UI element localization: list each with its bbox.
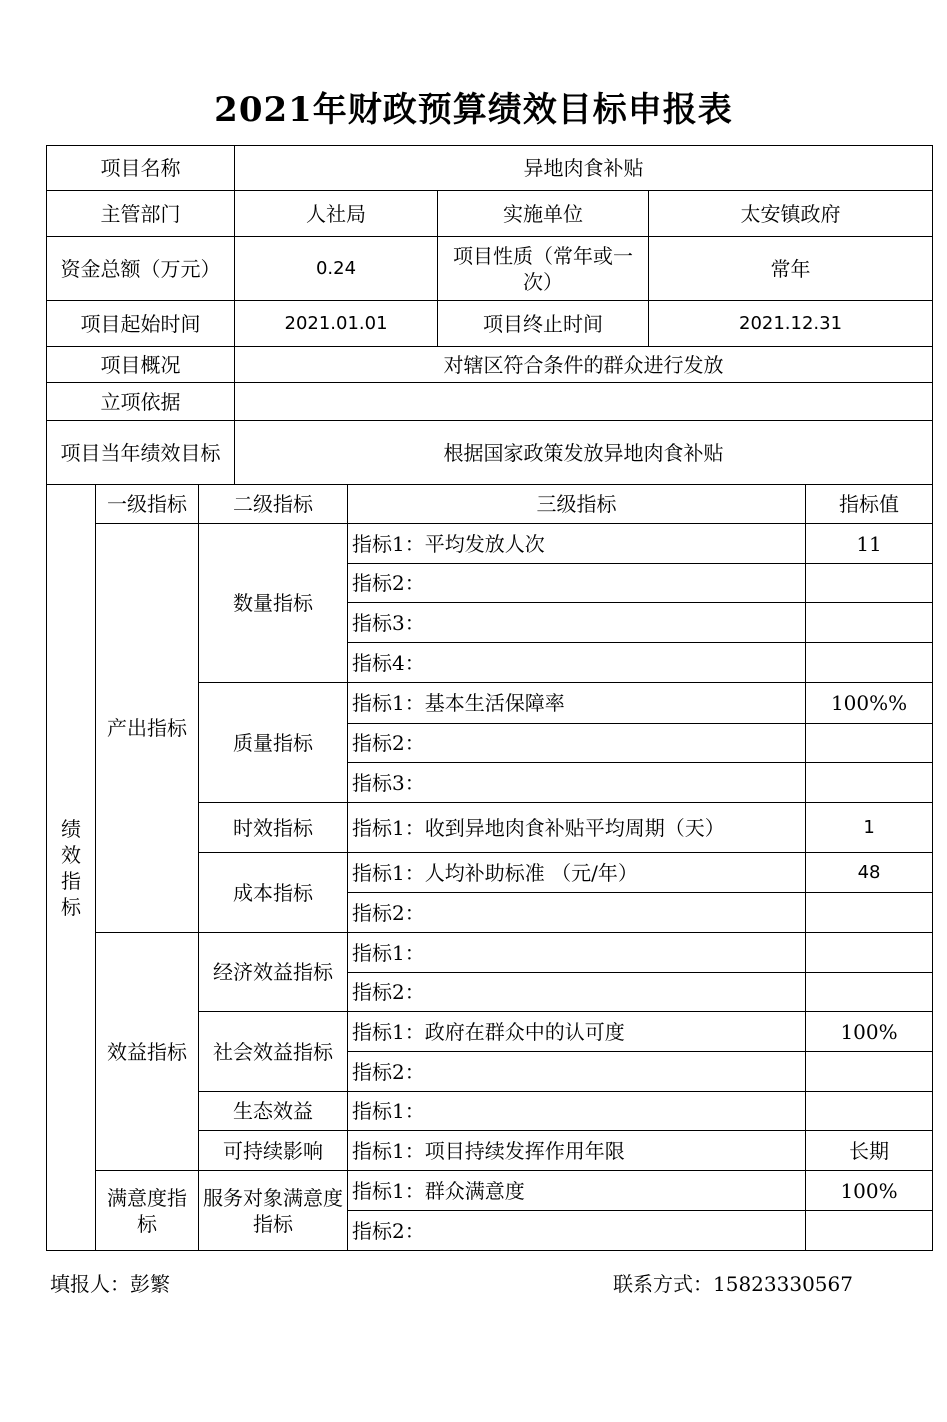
- indicator-value: [806, 763, 933, 803]
- implementer-value: 太安镇政府: [649, 191, 933, 237]
- indicator-value: [806, 603, 933, 643]
- indicator-value: [806, 933, 933, 973]
- indicator-value: 48: [806, 853, 933, 893]
- indicator-row: 指标1：群众满意度: [348, 1171, 806, 1211]
- indicator-value: [806, 1052, 933, 1092]
- perf-indicator-text: 绩效指标: [61, 816, 81, 919]
- perf-indicator-label: [47, 485, 96, 1251]
- start-time-label: 项目起始时间: [47, 301, 235, 347]
- level2-cost: 成本指标: [199, 853, 348, 933]
- total-funds-label: 资金总额（万元）: [47, 237, 235, 301]
- indicator-value: [806, 1211, 933, 1251]
- indicator-row: 指标1：人均补助标准 （元/年）: [348, 853, 806, 893]
- value-header: 指标值: [806, 485, 933, 524]
- indicator-value: [806, 564, 933, 603]
- indicator-row: 指标1：基本生活保障率: [348, 683, 806, 724]
- indicator-row: 指标2：: [348, 1211, 806, 1251]
- indicator-value: 11: [806, 524, 933, 564]
- indicator-row: 指标1：收到异地肉食补贴平均周期（天）: [348, 803, 806, 853]
- nature-label: 项目性质（常年或一次）: [438, 237, 649, 301]
- indicator-row: 指标3：: [348, 763, 806, 803]
- filler-name: 填报人：彭繁: [50, 1272, 170, 1296]
- indicator-row: 指标2：: [348, 973, 806, 1012]
- indicator-value: [806, 973, 933, 1012]
- indicator-row: 指标2：: [348, 1052, 806, 1092]
- indicator-row: 指标1：政府在群众中的认可度: [348, 1012, 806, 1052]
- indicator-row: 指标2：: [348, 893, 806, 933]
- level2-quantity: 数量指标: [199, 524, 348, 683]
- indicator-value: [806, 724, 933, 763]
- level1-output: 产出指标: [96, 524, 199, 933]
- start-time-value: 2021.01.01: [235, 301, 438, 347]
- indicator-value: 长期: [806, 1131, 933, 1171]
- indicator-value: 100%: [806, 1012, 933, 1052]
- level2-header: 二级指标: [199, 485, 348, 524]
- department-label: 主管部门: [47, 191, 235, 237]
- level1-benefit: 效益指标: [96, 933, 199, 1171]
- project-name-label: 项目名称: [47, 146, 235, 191]
- project-name-value: 异地肉食补贴: [235, 146, 933, 191]
- level2-economic: 经济效益指标: [199, 933, 348, 1012]
- overview-label: 项目概况: [47, 347, 235, 383]
- basis-label: 立项依据: [47, 383, 235, 421]
- level2-ecological: 生态效益: [199, 1092, 348, 1131]
- level1-satisfaction: 满意度指标: [96, 1171, 199, 1251]
- nature-value: 常年: [649, 237, 933, 301]
- department-value: 人社局: [235, 191, 438, 237]
- overview-value: 对辖区符合条件的群众进行发放: [235, 347, 933, 383]
- end-time-value: 2021.12.31: [649, 301, 933, 347]
- level2-timeliness: 时效指标: [199, 803, 348, 853]
- budget-form-table: [46, 145, 933, 1251]
- indicator-row: 指标1：: [348, 1092, 806, 1131]
- basis-value: [235, 383, 933, 421]
- level2-sustainable: 可持续影响: [199, 1131, 348, 1171]
- goal-label: 项目当年绩效目标: [47, 421, 235, 485]
- level2-social: 社会效益指标: [199, 1012, 348, 1092]
- contact-info: 联系方式：15823330567: [613, 1272, 853, 1296]
- indicator-row: 指标2：: [348, 564, 806, 603]
- indicator-value: 100%: [806, 1171, 933, 1211]
- implementer-label: 实施单位: [438, 191, 649, 237]
- total-funds-value: 0.24: [235, 237, 438, 301]
- indicator-value: [806, 643, 933, 683]
- level3-header: 三级指标: [348, 485, 806, 524]
- indicator-value: 1: [806, 803, 933, 853]
- page-title: 2021年财政预算绩效目标申报表: [214, 90, 733, 130]
- goal-value: 根据国家政策发放异地肉食补贴: [235, 421, 933, 485]
- level2-service: 服务对象满意度指标: [199, 1171, 348, 1251]
- indicator-row: 指标1：平均发放人次: [348, 524, 806, 564]
- level1-header: 一级指标: [96, 485, 199, 524]
- indicator-value: 100%%: [806, 683, 933, 724]
- indicator-value: [806, 893, 933, 933]
- level2-quality: 质量指标: [199, 683, 348, 803]
- indicator-row: 指标2：: [348, 724, 806, 763]
- indicator-value: [806, 1092, 933, 1131]
- indicator-row: 指标1：: [348, 933, 806, 973]
- indicator-row: 指标1：项目持续发挥作用年限: [348, 1131, 806, 1171]
- indicator-row: 指标4：: [348, 643, 806, 683]
- end-time-label: 项目终止时间: [438, 301, 649, 347]
- indicator-row: 指标3：: [348, 603, 806, 643]
